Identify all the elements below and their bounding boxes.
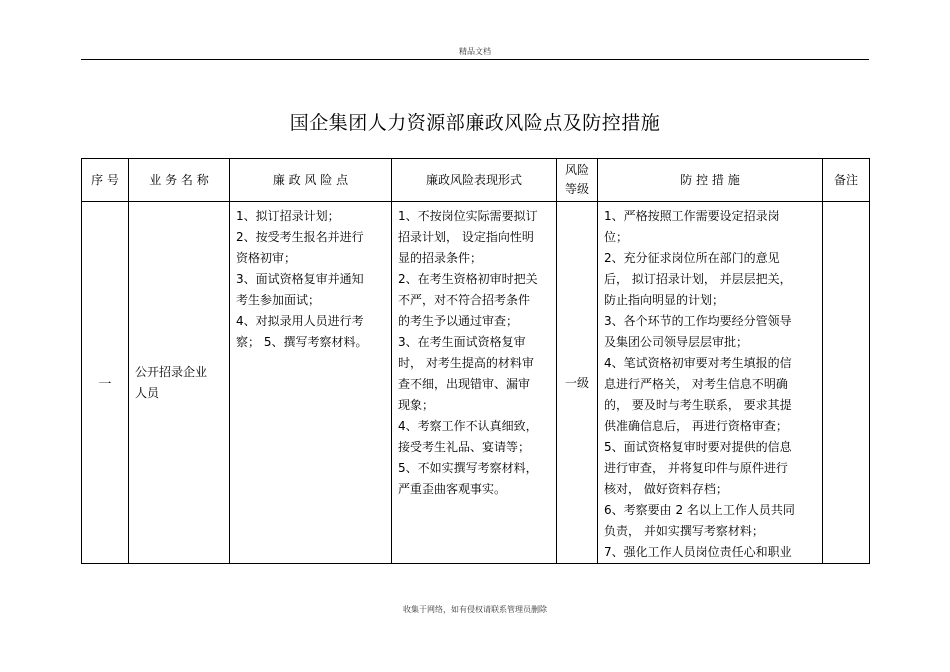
- header-seq: 序 号: [82, 159, 129, 202]
- header-risk-level-line-2: 等级: [564, 182, 589, 196]
- header-risk-points: 廉 政 风 险 点: [230, 159, 392, 202]
- page-header-text: 精品文档: [459, 47, 491, 56]
- text-line: 供准确信息后， 再进行资格审查；: [604, 419, 788, 433]
- header-manifestation: 廉政风险表现形式: [392, 159, 557, 202]
- header-business: 业 务 名 称: [129, 159, 230, 202]
- text-line: 考生参加面试；: [236, 293, 321, 307]
- text-line: 核对， 做好资料存档；: [604, 482, 728, 496]
- cell-manifestation: [392, 202, 557, 564]
- header-divider: [81, 59, 869, 60]
- text-line: 1、不按岗位实际需要拟订: [398, 209, 538, 223]
- text-line: 资格初审；: [236, 251, 297, 265]
- header-remarks: 备注: [823, 159, 870, 202]
- table-row: [82, 202, 870, 564]
- page-footer-text: 收集于网络，如有侵权请联系管理员删除: [403, 605, 547, 614]
- cell-business: [129, 202, 230, 564]
- cell-risk-points: [230, 202, 392, 564]
- text-line: 的考生予以通过审查；: [398, 314, 519, 328]
- text-line: 进行审查， 并将复印件与原件进行: [604, 461, 788, 475]
- risk-table: [81, 158, 870, 564]
- cell-remarks: [823, 202, 870, 564]
- header-measures: 防 控 措 施: [598, 159, 823, 202]
- cell-measures: [598, 202, 823, 564]
- measures-lines: [598, 202, 822, 563]
- cell-seq: 一: [82, 202, 129, 564]
- text-line: 5、不如实撰写考察材料，: [398, 461, 538, 475]
- text-line: 4、对拟录用人员进行考: [236, 314, 364, 328]
- text-line: 5、面试资格复审时要对提供的信息: [604, 440, 792, 454]
- text-line: 2、充分征求岗位所在部门的意见: [604, 251, 780, 265]
- header-risk-level: [557, 159, 598, 202]
- manifestation-lines: [392, 202, 556, 500]
- text-line: 接受考生礼品、宴请等；: [398, 440, 531, 454]
- text-line: 后， 拟订招录计划， 并层层把关，: [604, 272, 792, 286]
- text-line: 2、按受考生报名并进行: [236, 230, 364, 244]
- text-line: 查不细，出现错审、漏审: [398, 377, 531, 391]
- text-line: 时， 对考生提高的材料审: [398, 356, 534, 370]
- document-title: 国企集团人力资源部廉政风险点及防控措施: [289, 112, 661, 134]
- text-line: 3、各个环节的工作均要经分管领导: [604, 314, 792, 328]
- text-line: 2、在考生资格初审时把关: [398, 272, 538, 286]
- text-line: 人员: [135, 385, 160, 400]
- text-line: 负责， 并如实撰写考察材料；: [604, 524, 764, 538]
- table-header-row: [82, 159, 870, 202]
- text-line: 位；: [604, 230, 629, 244]
- cell-risk-level: 一级: [557, 202, 598, 564]
- text-line: 的， 要及时与考生联系， 要求其提: [604, 398, 792, 412]
- business-lines: [129, 362, 229, 404]
- text-line: 3、在考生面试资格复审: [398, 335, 526, 349]
- risk-points-lines: [230, 202, 391, 353]
- text-line: 严重歪曲客观事实。: [398, 482, 507, 496]
- text-line: 4、考察工作不认真细致，: [398, 419, 538, 433]
- text-line: 显的招录条件；: [398, 251, 483, 265]
- text-line: 招录计划， 设定指向性明: [398, 230, 534, 244]
- text-line: 现象；: [398, 398, 435, 412]
- text-line: 息进行严格关， 对考生信息不明确: [604, 377, 788, 391]
- text-line: 防止指向明显的计划；: [604, 293, 725, 307]
- text-line: 6、考察要由 2 名以上工作人员共同: [604, 503, 795, 517]
- header-risk-level-line-1: 风险: [564, 163, 589, 177]
- text-line: 不严，对不符合招考条件: [398, 293, 531, 307]
- text-line: 1、拟订招录计划；: [236, 209, 340, 223]
- text-line: 3、面试资格复审并通知: [236, 272, 364, 286]
- text-line: 4、笔试资格初审要对考生填报的信: [604, 356, 792, 370]
- text-line: 公开招录企业: [135, 364, 208, 379]
- text-line: 及集团公司领导层层审批；: [604, 335, 749, 349]
- text-line: 7、强化工作人员岗位责任心和职业: [604, 545, 792, 559]
- text-line: 察； 5、撰写考察材料。: [236, 335, 368, 349]
- text-line: 1、严格按照工作需要设定招录岗: [604, 209, 780, 223]
